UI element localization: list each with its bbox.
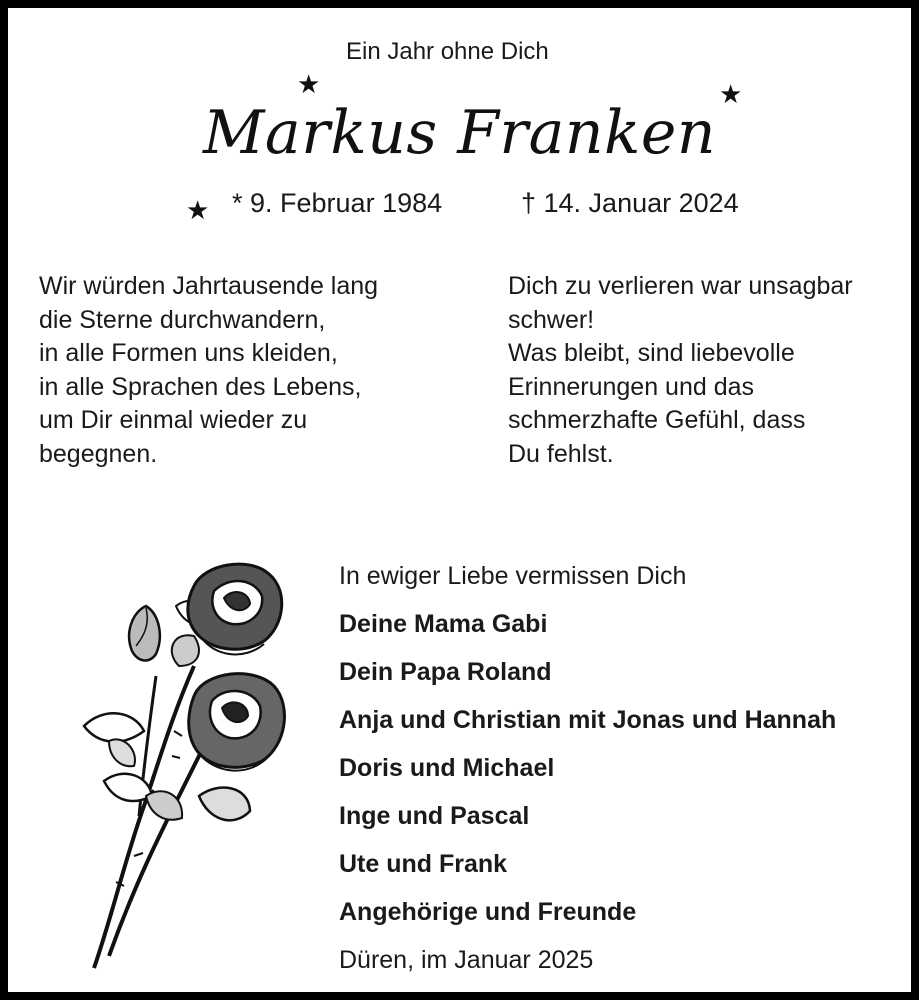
poem-line: in alle Formen uns kleiden,	[39, 339, 338, 367]
signer-name: Ute und Frank	[339, 850, 508, 878]
star-icon: ★	[719, 80, 743, 110]
birth-date: * 9. Februar 1984	[232, 188, 443, 218]
obituary-notice	[8, 8, 911, 992]
poem-line: Erinnerungen und das	[508, 372, 755, 401]
deceased-name: Markus Franken	[203, 98, 716, 168]
signer-name: Dein Papa Roland	[339, 658, 552, 686]
signer-name: Inge und Pascal	[339, 802, 530, 830]
poem-line: um Dir einmal wieder zu	[39, 406, 308, 434]
poem-right	[508, 270, 853, 471]
poem-line: Du fehlst.	[508, 439, 614, 468]
signers-intro: In ewiger Liebe vermissen Dich	[339, 562, 687, 590]
poem-line: in alle Sprachen des Lebens,	[39, 372, 362, 401]
poem-line: Dich zu verlieren war unsagbar	[508, 272, 853, 300]
poem-line: die Sterne durchwandern,	[39, 305, 326, 334]
signer-name: Angehörige und Freunde	[339, 898, 637, 926]
poem-line: Was bleibt, sind liebevolle	[508, 339, 795, 367]
poem-line: Wir würden Jahrtausende lang	[39, 272, 379, 300]
poem-line: schwer!	[508, 305, 595, 334]
poem-line: begegnen.	[39, 439, 158, 468]
poem-left	[39, 270, 378, 471]
signer-name: Deine Mama Gabi	[339, 610, 548, 638]
place-date: Düren, im Januar 2025	[339, 946, 594, 974]
star-icon: ★	[186, 196, 210, 226]
poem-line: schmerzhafte Gefühl, dass	[508, 406, 806, 434]
death-date: † 14. Januar 2024	[521, 188, 739, 218]
notice-subtitle: Ein Jahr ohne Dich	[346, 38, 549, 65]
signer-name: Doris und Michael	[339, 754, 555, 782]
star-icon: ★	[297, 70, 321, 100]
rose-illustration	[64, 556, 304, 976]
signer-name: Anja und Christian mit Jonas und Hannah	[339, 706, 837, 734]
signers-block	[339, 556, 836, 980]
